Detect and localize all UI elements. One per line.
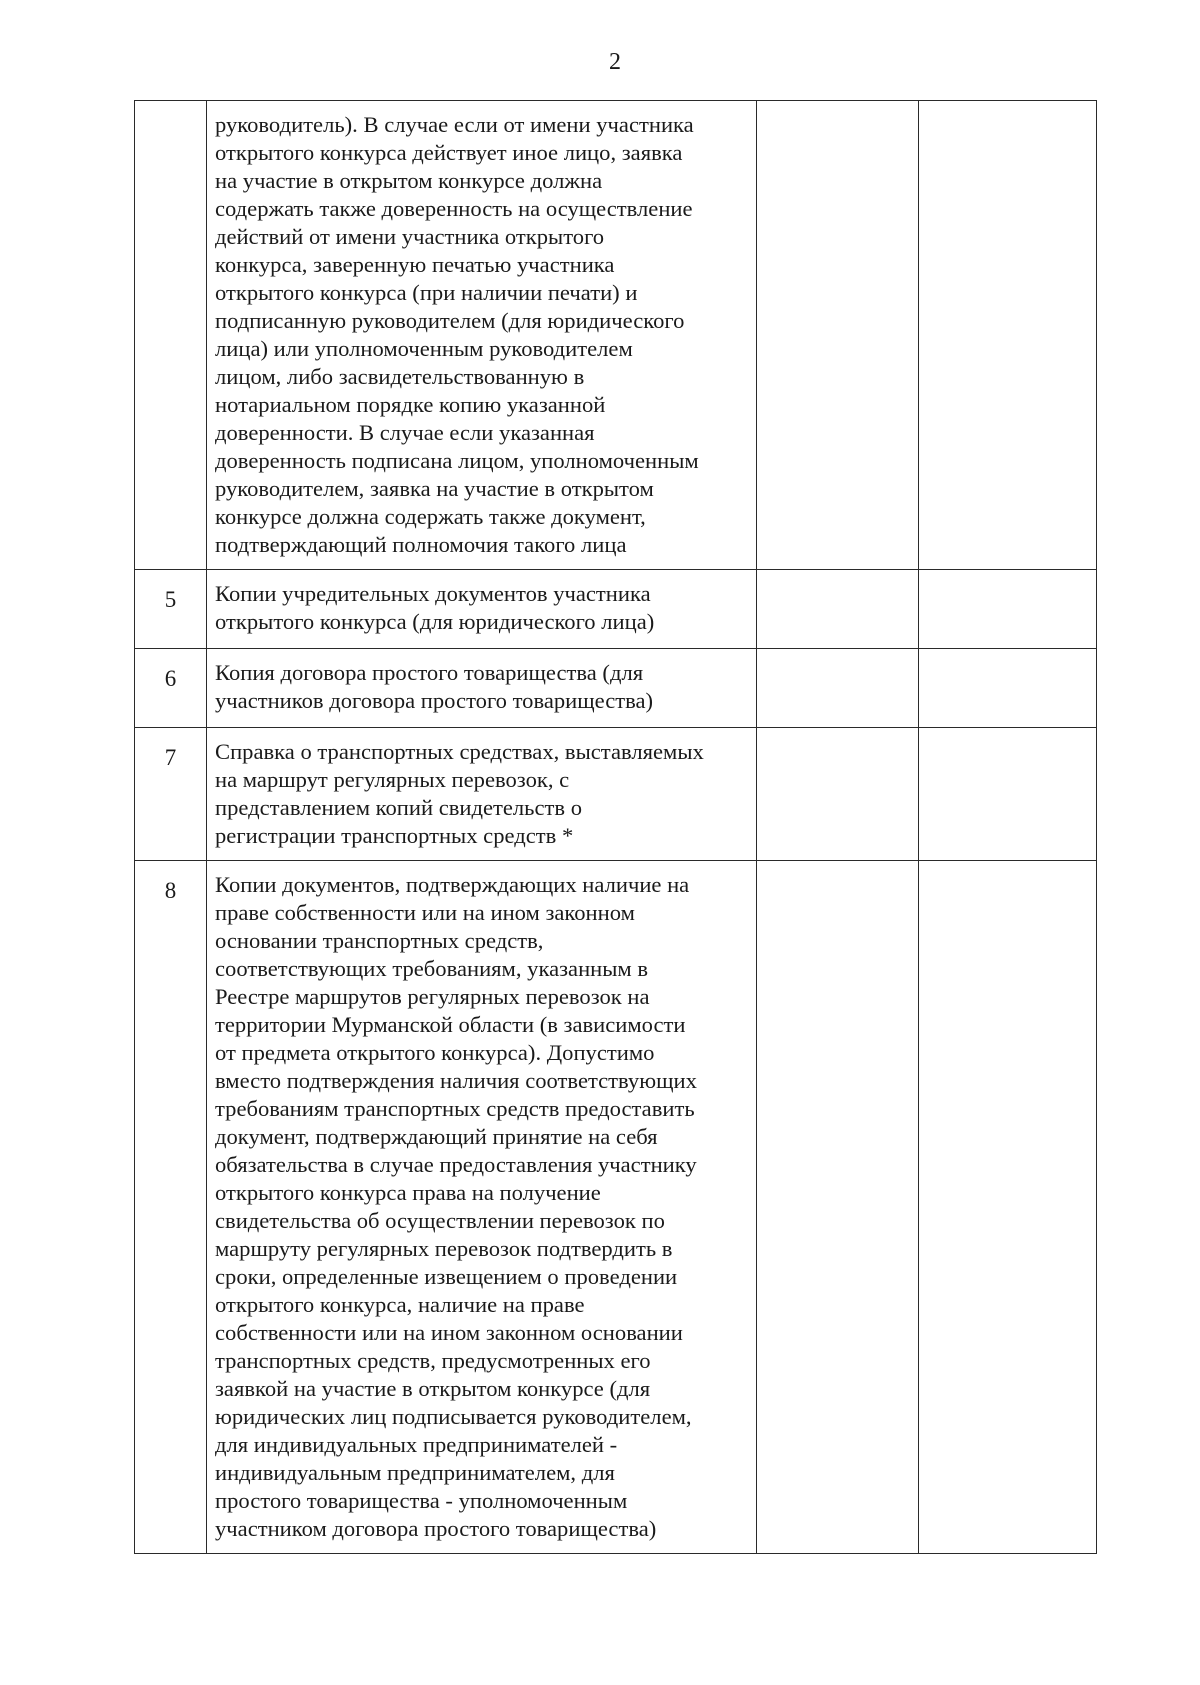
row-number-cell bbox=[135, 101, 207, 570]
row-empty-cell bbox=[919, 728, 1097, 861]
row-description-cell: Копии документов, подтверждающих наличие на праве собственности или на ином законном основании транспортных средств, соответствующих требованиям, указанным в Реестре маршрутов регулярных перевозок на территории Мурманской области (в зависимости от предмета открытого конкурса). Допустимо вместо подтверждения наличия соответствующих требованиям транспортных средств предоставить документ, подтверждающий принятие на себя обязательства в случае предоставления участнику открытого конкурса права на получение свидетельства об осуществлении перевозок по маршруту регулярных перевозок подтвердить в сроки, определенные извещением о проведении открытого конкурса, наличие на праве собственности или на ином законном основании транспортных средств, предусмотренных его заявкой на участие в открытом конкурсе (для юридических лиц подписывается руководителем, для индивидуальных предпринимателей - индивидуальным предпринимателем, для простого товарищества - уполномоченным участником договора простого товарищества) bbox=[207, 861, 757, 1554]
table-row bbox=[135, 861, 1097, 1554]
row-description-cell: руководитель). В случае если от имени участника открытого конкурса действует иное лицо, заявка на участие в открытом конкурсе должна содержать также доверенность на осуществление действий от имени участника открытого конкурса, заверенную печатью участника открытого конкурса (при наличии печати) и подписанную руководителем (для юридического лица) или уполномоченным руководителем лицом, либо засвидетельствованную в нотариальном порядке копию указанной доверенности. В случае если указанная доверенность подписана лицом, уполномоченным руководителем, заявка на участие в открытом конкурсе должна содержать также документ, подтверждающий полномочия такого лица bbox=[207, 101, 757, 570]
row-empty-cell bbox=[919, 649, 1097, 728]
table-row bbox=[135, 570, 1097, 649]
page-number: 2 bbox=[609, 49, 621, 75]
row-empty-cell bbox=[919, 101, 1097, 570]
row-empty-cell bbox=[757, 570, 919, 649]
row-description-cell: Копия договора простого товарищества (для участников договора простого товарищества) bbox=[207, 649, 757, 728]
document-table bbox=[134, 100, 1097, 1554]
row-description-cell: Копии учредительных документов участника открытого конкурса (для юридического лица) bbox=[207, 570, 757, 649]
row-description-cell: Справка о транспортных средствах, выставляемых на маршрут регулярных перевозок, с представлением копий свидетельств о регистрации транспортных средств * bbox=[207, 728, 757, 861]
row-empty-cell bbox=[757, 728, 919, 861]
table-row bbox=[135, 649, 1097, 728]
row-empty-cell bbox=[919, 570, 1097, 649]
row-number-cell: 6 bbox=[135, 649, 207, 728]
row-number-cell: 5 bbox=[135, 570, 207, 649]
row-empty-cell bbox=[757, 861, 919, 1554]
row-empty-cell bbox=[919, 861, 1097, 1554]
row-empty-cell bbox=[757, 649, 919, 728]
table-row bbox=[135, 728, 1097, 861]
table-row bbox=[135, 101, 1097, 570]
row-number-cell: 8 bbox=[135, 861, 207, 1554]
row-empty-cell bbox=[757, 101, 919, 570]
row-number-cell: 7 bbox=[135, 728, 207, 861]
